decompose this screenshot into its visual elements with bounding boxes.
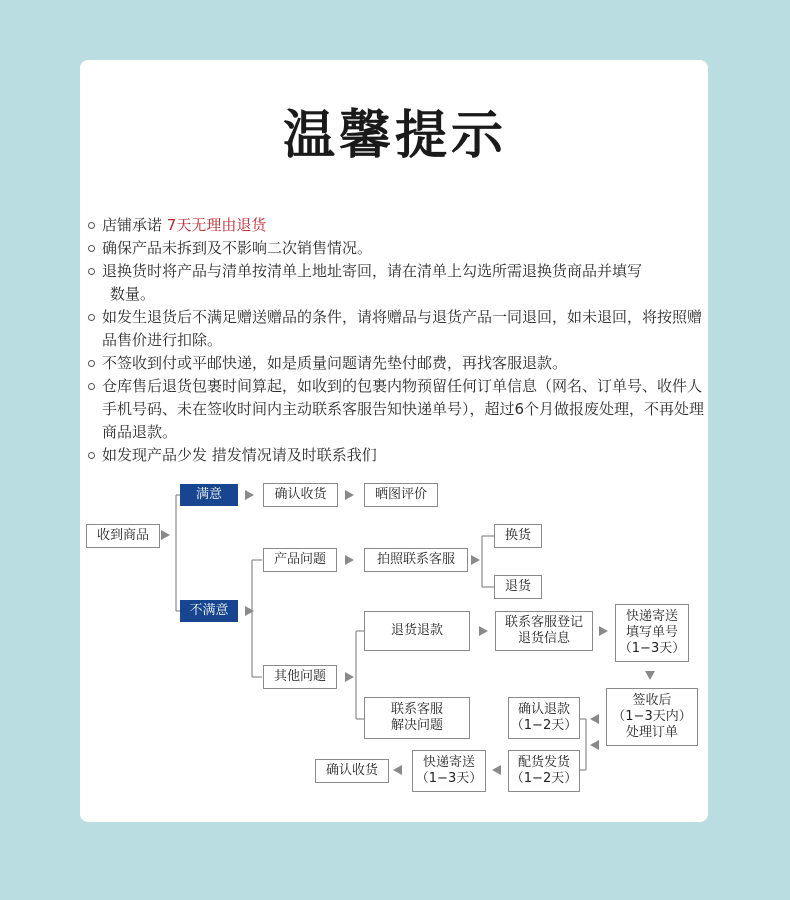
notice-item: 仓库售后退货包裹时间算起，如收到的包裹内物预留任何订单信息（网名、订单号、收件人手机号码、未在签收时间内主动联系客服告知快递单号），超过6个月做报废处理，不再处理商品退款。 <box>86 375 706 444</box>
confirm-receipt-final-node: 确认收货 <box>315 759 389 783</box>
photo-contact-node: 拍照联系客服 <box>364 548 468 572</box>
notice-item: 店铺承诺 7天无理由退货 <box>86 214 706 237</box>
refund-node: 退货退款 <box>364 611 470 651</box>
notice-item: 确保产品未拆到及不影响二次销售情况。 <box>86 237 706 260</box>
received-node: 收到商品 <box>86 524 160 548</box>
review-node: 晒图评价 <box>364 483 438 507</box>
sign-process-node: 签收后 （1−3天内） 处理订单 <box>606 688 698 746</box>
satisfied-node: 满意 <box>180 484 238 506</box>
other-issue-node: 其他问题 <box>263 665 337 689</box>
notice-item: 如发生退货后不满足赠送赠品的条件，请将赠品与退货产品一同退回，如未退回，将按照赠品售价进行扣除。 <box>86 306 706 352</box>
product-issue-node: 产品问题 <box>263 548 337 572</box>
express-node: 快递寄送 （1−3天） <box>412 750 486 792</box>
notice-item: 如发现产品少发 措发情况请及时联系我们 <box>86 444 706 467</box>
unsatisfied-node: 不满意 <box>180 600 238 622</box>
ship-fill-node: 快递寄送 填写单号 （1−3天） <box>615 604 689 662</box>
register-node: 联系客服登记 退货信息 <box>495 611 593 651</box>
return-goods-node: 退货 <box>494 575 542 599</box>
confirm-receipt-node: 确认收货 <box>263 483 338 507</box>
confirm-refund-node: 确认退款 （1−2天） <box>508 697 580 739</box>
dispatch-node: 配货发货 （1−2天） <box>508 750 580 792</box>
notice-item: 退换货时将产品与清单按清单上地址寄回，请在清单上勾选所需退换货商品并填写 数量。 <box>86 260 706 306</box>
page-title: 温馨提示 <box>282 106 507 166</box>
notice-item: 不签收到付或平邮快递，如是质量问题请先垫付邮费，再找客服退款。 <box>86 352 706 375</box>
exchange-node: 换货 <box>494 524 542 548</box>
highlight-text: 7天无理由退货 <box>166 216 267 234</box>
contact-solve-node: 联系客服 解决问题 <box>364 697 470 739</box>
